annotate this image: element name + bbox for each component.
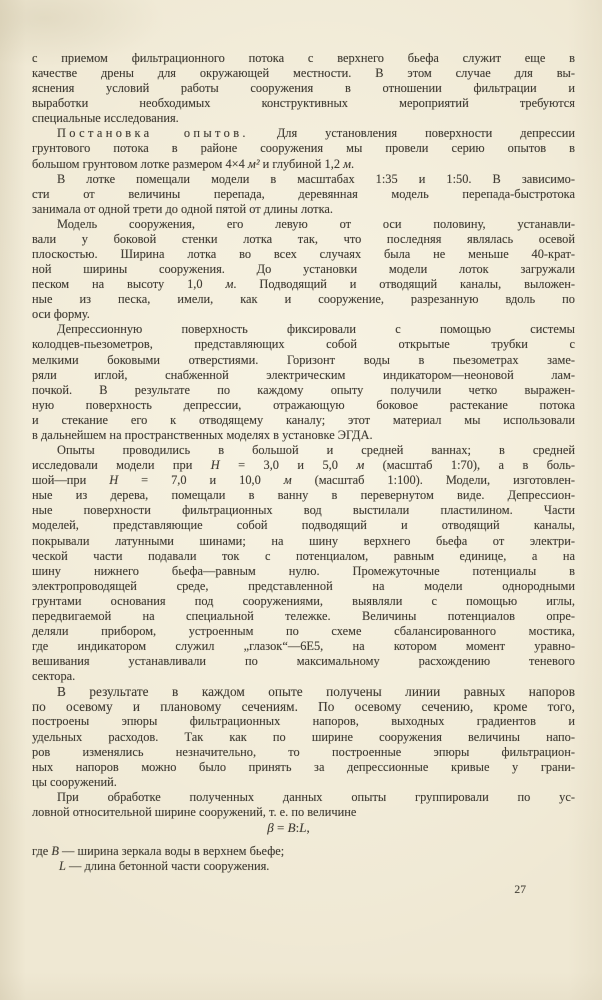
text-line: Депрессионную поверхность фиксировали с помощью системы bbox=[57, 322, 575, 337]
text-line: сти от величины перепада, деревянная модель перепада-быстротока bbox=[32, 186, 575, 201]
text-line: с приемом фильтрационного потока с верхнего бьефа служит еще в bbox=[32, 51, 575, 65]
text-line: L — длина бетонной части сооружения. bbox=[59, 859, 270, 874]
text-line: ряли иглой, снабженной электрическим индикатором—неоновой лам- bbox=[32, 367, 575, 382]
text-line: шину нижнего бьефа—равным нулю. Промежуточные потенциалы в bbox=[32, 563, 575, 578]
italic-symbol: L bbox=[299, 819, 307, 835]
text-line: ные поверхности фильтрационных вод выстилали пластилином. Части bbox=[32, 503, 575, 518]
text-line: и стекание его к отводящему каналу; этот материал мы использовали bbox=[32, 412, 575, 427]
text-line: по осевому и плановому сечениям. По осевому сечению, кроме того, bbox=[32, 699, 575, 715]
text-line: оси форму. bbox=[32, 307, 90, 322]
para-depression-surface bbox=[32, 322, 575, 443]
text-line: Модель сооружения, его левую от оси половину, устанавли- bbox=[57, 216, 575, 231]
para-flume-models bbox=[32, 172, 575, 217]
text-line: исследовали модели при H = 3,0 и 5,0 м (масштаб 1:70), а в боль- bbox=[32, 458, 575, 473]
text-line: качестве дрены для окружающей местности. В этом случае для вы- bbox=[32, 66, 575, 81]
text-line: где индикатором служил „глазок“—6Е5, на котором момент уравно- bbox=[32, 639, 575, 654]
italic-symbol: м² bbox=[247, 156, 260, 171]
text-line: яснения условий работы сооружения в отношении фильтрации и bbox=[32, 81, 575, 96]
italic-symbol: L bbox=[59, 859, 66, 874]
text-line: специальные исследования. bbox=[32, 111, 179, 126]
para-experiment-setup bbox=[32, 126, 575, 171]
para-egda-baths bbox=[32, 443, 575, 684]
text-line: электропроводящей среде, представленной на модели однородными bbox=[32, 578, 575, 593]
text-line: плоскостью. Ширина лотка во всех случаях была не меньше 40-крат- bbox=[32, 247, 575, 262]
text-line: песком на высоту 1,0 м. Подводящий и отводящий каналы, выложен- bbox=[32, 277, 575, 292]
text-line: шой—при H = 7,0 и 10,0 м (масштаб 1:100). Модели, изготовлен- bbox=[32, 473, 575, 488]
text-line: мелкими боковыми отверстиями. Горизонт воды в пьезометрах заме- bbox=[32, 352, 575, 367]
italic-symbol: м bbox=[356, 458, 365, 473]
text-line: Постановка опытов. Для установления поверхности депрессии bbox=[57, 126, 575, 141]
text-line: Опыты проводились в большой и средней ваннах; в средней bbox=[57, 443, 575, 458]
text-line: сектора. bbox=[32, 669, 76, 684]
text-line: ческой части подавали ток с потенциалом, равным единице, а на bbox=[32, 548, 575, 563]
italic-symbol: B bbox=[51, 844, 59, 859]
italic-symbol: м bbox=[225, 277, 234, 292]
text-line: занимала от одной трети до одной пятой от длины лотка. bbox=[32, 201, 334, 216]
para-grouping bbox=[32, 790, 575, 820]
text-line: моделей, представляющие собой подводящий и отводящий каналы, bbox=[32, 518, 575, 533]
para-definitions bbox=[32, 844, 575, 874]
text-line: При обработке полученных данных опыты группировали по ус- bbox=[57, 789, 575, 804]
text-line: покрывали латунными шинами; на шину верхнего бьефа от электри- bbox=[32, 533, 575, 548]
text-line: ловной относительной ширине сооружений, т. е. по величине bbox=[32, 804, 357, 819]
italic-symbol: м bbox=[343, 156, 352, 171]
text-line: ров изменялись незначительно, то построенные эпюры фильтрацион- bbox=[32, 744, 575, 759]
italic-symbol: м bbox=[283, 473, 292, 488]
text-line: передвигаемой на специальной тележке. Величины потенциалов опре- bbox=[32, 608, 575, 623]
para-formula bbox=[32, 820, 575, 835]
text-line: В результате в каждом опыте получены линии равных напоров bbox=[57, 684, 575, 700]
text-line: грунтами основания под сооружениями, выявляли с помощью иглы, bbox=[32, 593, 575, 608]
para-model-placement bbox=[32, 217, 575, 323]
spaced-heading: Постановка опытов. bbox=[57, 126, 249, 141]
text-line: построены эпюры фильтрационных напоров, выходных градиентов и bbox=[32, 714, 575, 729]
para-continuation bbox=[32, 51, 575, 126]
text-line: почкой. В результате по каждому опыту получили четко выражен- bbox=[32, 382, 575, 397]
text-line: выработки необходимых конструктивных мероприятий требуются bbox=[32, 96, 575, 111]
italic-symbol: H bbox=[109, 473, 119, 488]
text-line: удельных расходов. Так как по ширине сооружения величины напо- bbox=[32, 729, 575, 744]
italic-symbol: β bbox=[267, 819, 274, 835]
text-line: ных напоров можно было принять за депрессионные кривые у грани- bbox=[32, 759, 575, 774]
italic-symbol: B bbox=[287, 819, 296, 835]
italic-symbol: H bbox=[210, 458, 220, 473]
text-line: вешивания устанавливали по максимальному расхождению теневого bbox=[32, 654, 575, 669]
text-block bbox=[32, 51, 575, 874]
text-line: где B — ширина зеркала воды в верхнем бьефе; bbox=[32, 844, 285, 859]
text-line: грунтового потока в районе сооружения мы провели серию опытов в bbox=[32, 141, 575, 156]
text-line: в дальнейшем на пространственных моделях в установке ЭГДА. bbox=[32, 427, 373, 442]
para-results bbox=[32, 684, 575, 790]
text-line: β = B:L, bbox=[267, 819, 310, 835]
text-line: ную поверхность депрессии, отражающую боковое растекание потока bbox=[32, 397, 575, 412]
text-line: ные из песка, имели, как и сооружение, разрезанную вдоль по bbox=[32, 292, 575, 307]
text-line: цы сооружений. bbox=[32, 774, 117, 789]
text-line: В лотке помещали модели в масштабах 1:35 и 1:50. В зависимо- bbox=[57, 171, 575, 186]
text-line: ной ширины сооружения. До установки модели лоток загружали bbox=[32, 262, 575, 277]
text-line: деляли прибором, устроенным по схеме сбалансированного мостика, bbox=[32, 623, 575, 638]
text-line: колодцев-пьезометров, представляющих собой открытые трубки с bbox=[32, 337, 575, 352]
text-line: ные из дерева, помещали в ванну в перевернутом виде. Депрессион- bbox=[32, 488, 575, 503]
text-line: большом грунтовом лотке размером 4×4 м² и глубиной 1,2 м. bbox=[32, 156, 355, 171]
text-line: вали у боковой стенки лотка так, что последняя являлась осевой bbox=[32, 231, 575, 246]
page-number: 27 bbox=[514, 883, 526, 896]
